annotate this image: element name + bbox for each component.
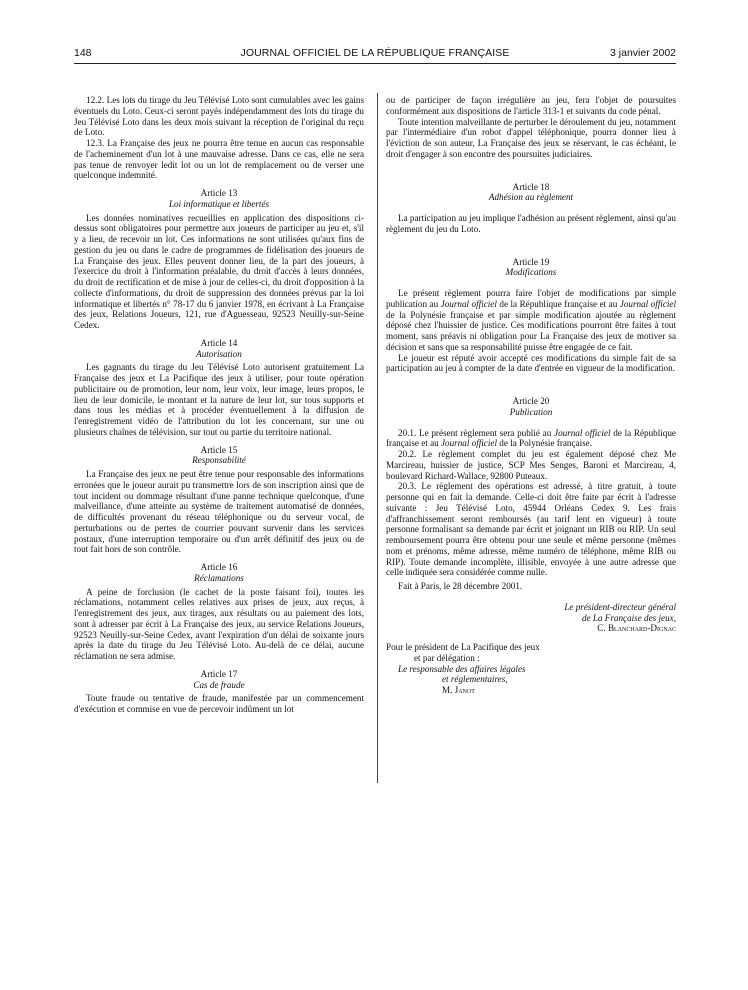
signatory-2-role-text: Le responsable des affaires légales <box>398 663 526 674</box>
article-17-continued: ou de participer de façon irrégulière au jeu, fera l'objet de poursuites conformément aux dispositions de l'article 313-1 et suivants du code pénal. <box>386 95 676 116</box>
article-18-title: Article 18 <box>512 181 550 192</box>
signatory-1-name: C. Blanchard-Dignac <box>597 623 676 634</box>
page-header <box>74 47 676 61</box>
article-19-title: Article 19 <box>512 256 550 267</box>
signature-block-1 <box>386 602 676 634</box>
column-divider <box>377 93 378 783</box>
article-13-text: Les données nominatives recueillies en application des dispositions ci-dessus sont obligatoires pour permettre aux joueurs de participer au jeu et, s'il y a lieu, de recevoir un lot. Ces informations ne sont utilisées qu'aux fins de gestion du jeu ou dans le cadre de programmes de fidélisation des joueurs de La Française des jeux. Elles peuvent donner lieu, de la part des joueurs, à l'exercice du droit à l'information préalable, du droit d'accès à leurs données, du droit de rectification et de mise à jour de celles-ci, du droit d'opposition à la collecte d'informations, du droit de suppression des données prévus par la loi informatique et libertés n° 78-17 du 6 janvier 1978, en écrivant à La Française des jeux, Relations Joueurs, 121, rue d'Aguesseau, 92523 Neuilly-sur-Seine Cedex. <box>74 212 364 330</box>
article-17-subtitle: Cas de fraude <box>193 679 245 690</box>
article-15-text: La Française des jeux ne peut être tenue pour responsable des informations erronées que le joueur aurait pu transmettre lors de son inscription ainsi que de tout incident ou dommage résultant d'une panne technique quelconque, d'une malveillance, d'une atteinte au système de traitement automatisé de données, de difficultés provenant du réseau téléphonique ou du serveur vocal, de perturbations ou de pertes de courrier pouvant survenir dans les services postaux, d'une interruption temporaire ou d'un arrêt définitif des jeux ou de tout fait hors de son contrôle. <box>74 469 364 555</box>
article-14-title: Article 14 <box>200 337 238 348</box>
signatory-2-line-2: et par délégation : <box>414 652 480 663</box>
paragraph-12-2: 12.2. Les lots du tirage du Jeu Télévisé Loto sont cumulables avec les gains éventuels du Loto. Ceux-ci seront payés indépendamment des lots du tirage du Jeu Télévisé Loto dans les deux mois suivant la réception de l'original du reçu de Loto. <box>74 95 364 138</box>
text-run: de la République française et au <box>496 298 620 309</box>
article-18-text: La participation au jeu implique l'adhésion au présent règlement, ainsi qu'au règlement du jeu du Loto. <box>386 213 676 234</box>
journal-officiel-italic: Journal officiel <box>619 298 677 309</box>
article-20-paragraph-1 <box>386 428 676 450</box>
journal-officiel-italic: Journal officiel <box>440 298 497 309</box>
signatory-2-name: M. Janot <box>442 685 475 695</box>
page-number: 148 <box>74 47 92 59</box>
text-run: de la Polynésie française et par simple modification ajoutée au règlement déposé chez l'huissier de justice. Ces modifications pourront être faites à tout moment, sans préavis ni obligation pour La Française des jeux de motiver sa décision et sans que sa responsabilité puisse être engagée de ce fait. <box>386 309 676 352</box>
article-13-title: Article 13 <box>200 188 238 198</box>
journal-officiel-italic: Journal officiel <box>554 427 611 438</box>
issue-date: 3 janvier 2002 <box>610 47 676 59</box>
article-20-paragraph-2: 20.2. Le règlement complet du jeu est également déposé chez Me Marcireau, huissier de justice, SCP Mes Senges, Baroni et Marcireau, 4, boulevard Richard-Wallace, 92800 Puteaux. <box>386 449 676 481</box>
article-16-text: A peine de forclusion (le cachet de la poste faisant foi), toutes les réclamations, notamment celles relatives aux prises de jeux, aux reçus, à l'enregistrement des jeux, aux tirages, aux résultats ou au paiement des lots, sont à adresser par écrit à La Française des jeux, au service Relations Joueurs, 92523 Neuilly-sur-Seine Cedex, avant l'expiration d'un délai de soixante jours après la date du tirage du Jeu Télévisé Loto. Au-delà de ce délai, aucune réclamation ne sera admise. <box>74 586 364 661</box>
article-18-subtitle: Adhésion au règlement <box>488 192 574 203</box>
right-column <box>386 95 676 696</box>
article-16-subtitle: Réclamations <box>194 572 244 583</box>
article-14-subtitle: Autorisation <box>196 348 242 359</box>
article-15-subtitle: Responsabilité <box>192 455 246 466</box>
signatory-1-org-text: de La Française des jeux, <box>581 612 676 623</box>
article-16-title: Article 16 <box>200 562 238 572</box>
signatory-2-line-3 <box>386 664 676 675</box>
journal-title: JOURNAL OFFICIEL DE LA RÉPUBLIQUE FRANÇAISE <box>240 47 510 59</box>
journal-officiel-italic: Journal officiel <box>440 438 497 449</box>
paragraph-12-3: 12.3. La Française des jeux ne pourra être tenue en aucun cas responsable de l'acheminement d'un lot à une mauvaise adresse. Dans ce cas, elle ne sera pas tenue de renvoyer ledit lot ou un lot de remplacement ou de verser une quelconque indemnité. <box>74 138 364 181</box>
article-19-subtitle: Modifications <box>505 267 557 278</box>
article-19-paragraph-2: Le joueur est réputé avoir accepté ces modifications du simple fait de sa participation au jeu à compter de la date d'entrée en vigueur de la modification. <box>386 352 676 374</box>
article-14-text: Les gagnants du tirage du Jeu Télévisé Loto autorisent gratuitement La Française des jeux et La Pacifique des jeux à utiliser, pour toute opération publicitaire ou de promotion, leur nom, leur voix, leur image, leurs propos, le lieu de leur domicile, le montant et la nature de leur lot, sur tous supports et dans tous les médias et à procéder éventuellement à la diffusion de l'enregistrement vidéo de l'attribution du lot les concernant, sur une ou plusieurs chaînes de télévision, sur tout ou partie du territoire national. <box>74 362 364 437</box>
article-17-paragraph-2: Toute intention malveillante de perturber le déroulement du jeu, notamment par l'intermédiaire d'un robot d'appel téléphonique, pourra donner lieu à l'éviction de son auteur, La Française des jeux se réservant, le cas échéant, le droit d'engager à son encontre des poursuites judiciaires. <box>386 116 676 159</box>
signatory-1-org <box>386 613 676 624</box>
article-20-subtitle: Publication <box>509 406 553 417</box>
signature-block-2 <box>386 642 676 696</box>
article-19-paragraph-1 <box>386 288 676 353</box>
article-17-title: Article 17 <box>200 668 238 679</box>
text-run: Le présent règlement pourra faire l'objet de modifications par simple publication au <box>386 288 676 309</box>
signatory-2-line-1: Pour le président de La Pacifique des jeux <box>386 642 540 652</box>
text-run: 20.1. Le présent règlement sera publié au <box>398 427 555 438</box>
text-run: de la République française et au <box>386 427 676 449</box>
signatory-1-role-text: Le président-directeur général <box>564 601 676 612</box>
signatory-1-role <box>386 602 676 613</box>
left-column <box>74 95 364 715</box>
article-13-subtitle: Loi informatique et libertés <box>168 198 270 209</box>
signatory-2-role-text-2: et réglementaires, <box>442 674 508 685</box>
article-17-text: Toute fraude ou tentative de fraude, manifestée par un commencement d'exécution et commise en vue de percevoir indûment un lot <box>74 693 364 714</box>
article-20-paragraph-3: 20.3. Le règlement des opérations est adressé, à titre gratuit, à toute personne qui en fait la demande. Celle-ci doit être faite par écrit à l'adresse suivante : Jeu Télévisé Loto, 45944 Orléans Cedex 9. Les frais d'affranchissement seront remboursés (au tarif lent en vigueur) à toute personne formalisant sa demande par écrit et joignant un RIB ou RIP. Un seul remboursement pourra être obtenu pour une seule et même personne (mêmes nom et prénoms, même adresse, même numéro de téléphone, même RIB ou RIP). Toute demande incomplète, illisible, envoyée à une autre adresse que celle indiquée sera considérée comme nulle. <box>386 481 676 578</box>
article-15-title: Article 15 <box>200 444 238 455</box>
text-run: de la Polynésie française. <box>496 438 592 449</box>
signature-place-date: Fait à Paris, le 28 décembre 2001. <box>398 581 523 591</box>
article-20-title: Article 20 <box>512 396 550 406</box>
signatory-2-line-4 <box>386 674 676 685</box>
header-rule <box>74 63 676 64</box>
